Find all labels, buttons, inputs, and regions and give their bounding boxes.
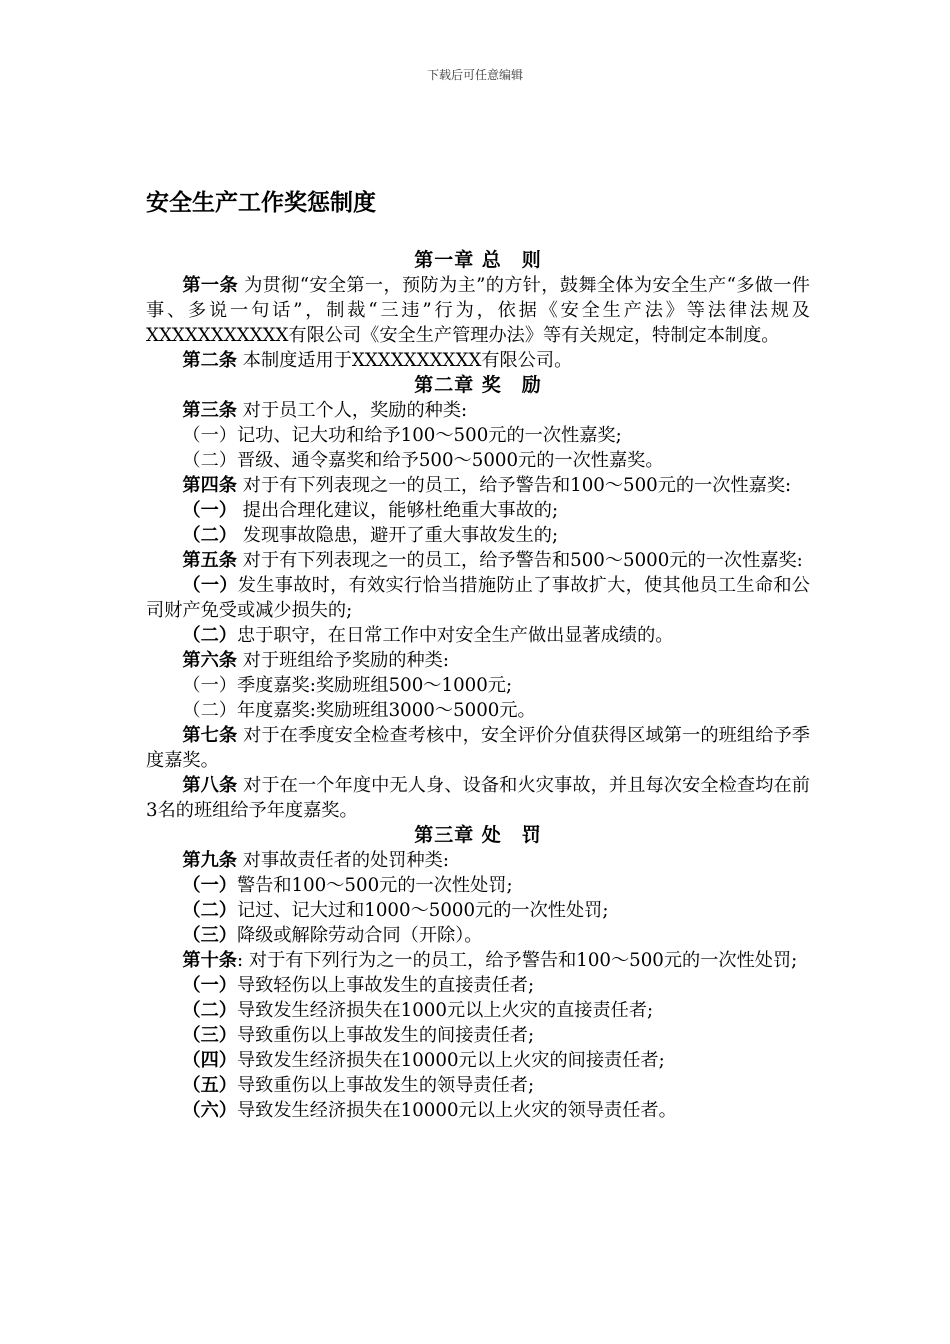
item-marker: （二） [182,1000,237,1021]
list-item [146,1023,810,1048]
item-marker: （一） [182,675,237,696]
item-text: 导致发生经济损失在10000元以上火灾的领导责任者。 [236,1100,677,1121]
article-text: 对于有下列表现之一的员工，给予警告和500～5000元的一次性嘉奖: [236,550,803,571]
item-text: 降级或解除劳动合同（开除）。 [236,925,483,946]
document-body [146,248,810,1123]
article-lead: 第五条 [182,550,237,571]
article-7 [146,723,810,773]
article-lead: 第九条 [182,850,237,871]
list-item [146,1073,810,1098]
item-text: 年度嘉奖:奖励班组3000～5000元。 [236,700,536,721]
item-text: 警告和100～500元的一次性处罚; [236,875,513,896]
article-2 [146,348,810,373]
item-marker: （六） [182,1100,237,1121]
article-lead: 第十条 [182,950,237,971]
article-lead: 第三条 [182,400,237,421]
article-text: 为贯彻“安全第一，预防为主”的方针，鼓舞全体为安全生产“多做一件事、多说一句话”，制裁“三违”行为，依据《安全生产法》等法律法规及XXXXXXXXXXX有限公司《安全生产管理办法》等有关规定，特制定本制度。 [146,275,810,346]
article-lead: 第七条 [182,725,238,746]
article-lead: 第六条 [182,650,237,671]
article-lead: 第一条 [182,275,238,296]
item-marker: （二） [182,900,237,921]
article-9 [146,848,810,873]
article-lead: 第八条 [182,775,238,796]
item-text: 导致发生经济损失在1000元以上火灾的直接责任者; [236,1000,654,1021]
article-text: 本制度适用于XXXXXXXXXX有限公司。 [236,350,573,371]
list-item [146,998,810,1023]
list-item [146,898,810,923]
article-text: 对于在一个年度中无人身、设备和火灾事故，并且每次安全检查均在前3名的班组给予年度嘉奖。 [146,775,810,821]
article-text: 对于在季度安全检查考核中，安全评价分值获得区域第一的班组给予季度嘉奖。 [146,725,810,771]
item-marker: （三） [182,1025,237,1046]
list-item [146,623,810,648]
item-text: 记功、记大功和给予100～500元的一次性嘉奖; [236,425,622,446]
item-text: 记过、记大过和1000～5000元的一次性处罚; [236,900,609,921]
list-item [146,448,810,473]
item-text: 发生事故时，有效实行恰当措施防止了事故扩大，使其他员工生命和公司财产免受或减少损失的; [146,575,810,621]
chapter-heading-1: 第一章 总 则 [414,249,542,271]
article-text: 对于员工个人，奖励的种类: [236,400,468,421]
item-text: 提出合理化建议，能够杜绝重大事故的; [236,500,559,521]
item-marker: （一） [182,875,237,896]
article-text: 对事故责任者的处罚种类: [236,850,449,871]
list-item [146,673,810,698]
list-item [146,1048,810,1073]
item-text: 忠于职守，在日常工作中对安全生产做出显著成绩的。 [236,625,674,646]
item-marker: （五） [182,1075,237,1096]
article-lead: 第四条 [182,475,237,496]
item-text: 导致重伤以上事故发生的间接责任者; [236,1025,535,1046]
list-item [146,523,810,548]
item-text: 晋级、通令嘉奖和给予500～5000元的一次性嘉奖。 [236,450,664,471]
list-item [146,573,810,623]
list-item [146,1098,810,1123]
article-text: : 对于有下列行为之一的员工，给予警告和100～500元的一次性处罚; [236,950,798,971]
chapter-heading-2: 第二章 奖 励 [414,374,542,396]
item-text: 导致发生经济损失在10000元以上火灾的间接责任者; [236,1050,665,1071]
page-header: 下载后可任意编辑 [426,68,523,82]
chapter-heading-3: 第三章 处 罚 [414,824,542,846]
list-item [146,873,810,898]
item-text: 发现事故隐患，避开了重大事故发生的; [236,525,559,546]
list-item [146,698,810,723]
item-text: 导致重伤以上事故发生的领导责任者; [236,1075,535,1096]
item-text: 季度嘉奖:奖励班组500～1000元; [236,675,513,696]
list-item [146,498,810,523]
item-marker: （二） [182,700,237,721]
article-3 [146,398,810,423]
article-4 [146,473,810,498]
item-marker: （二） [182,525,237,546]
article-8 [146,773,810,823]
item-marker: （一） [182,575,238,596]
item-marker: （三） [182,925,237,946]
item-marker: （一） [182,500,237,521]
article-5 [146,548,810,573]
article-1 [146,273,810,348]
item-marker: （一） [182,425,237,446]
item-marker: （二） [182,450,237,471]
document-title: 安全生产工作奖惩制度 [146,190,376,216]
list-item [146,423,810,448]
article-text: 对于班组给予奖励的种类: [236,650,449,671]
item-text: 导致轻伤以上事故发生的直接责任者; [236,975,535,996]
list-item [146,923,810,948]
article-6 [146,648,810,673]
article-lead: 第二条 [182,350,237,371]
item-marker: （二） [182,625,237,646]
article-10 [146,948,810,973]
article-text: 对于有下列表现之一的员工，给予警告和100～500元的一次性嘉奖: [236,475,792,496]
item-marker: （四） [182,1050,237,1071]
list-item [146,973,810,998]
item-marker: （一） [182,975,237,996]
